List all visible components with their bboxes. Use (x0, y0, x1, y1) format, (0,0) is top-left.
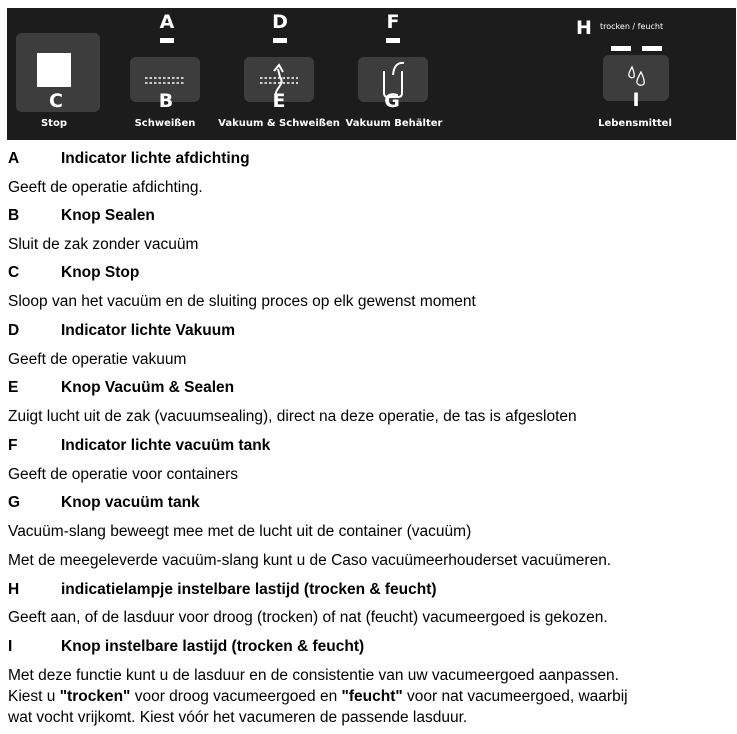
indicator-light-f (386, 38, 400, 43)
indicator-letter-d: D (272, 11, 288, 33)
button-letter-e: E (272, 90, 286, 112)
button-letter-g: G (384, 90, 400, 112)
section-text-e: Zuigt lucht uit de zak (vacuumsealing), direct na deze operatie, de tas is afgesloten (8, 408, 577, 425)
section-text-f: Geeft de operatie voor containers (8, 466, 239, 483)
section-text-d: Geeft de operatie vakuum (8, 351, 187, 368)
section-text-c: Sloop van het vacuüm en de sluiting proces op elk gewenst moment (8, 293, 476, 310)
indicator-h-sublabel: trocken / feucht (600, 22, 664, 31)
stop-label: Stop (40, 118, 67, 129)
section-text-a: Geeft de operatie afdichting. (8, 179, 203, 196)
indicator-light-a (160, 38, 174, 43)
indicator-light-d (273, 38, 287, 43)
schweissen-label: Schweißen (134, 118, 196, 129)
indicator-letter-a: A (159, 11, 175, 33)
indicator-letter-h: H (576, 17, 592, 39)
section-text-i-3: wat vocht vrijkomt. Kiest vóór het vacumeren de passende lasduur. (8, 709, 468, 726)
indicator-light-feucht (642, 46, 662, 51)
section-text-g-1: Vacuüm-slang beweegt mee met de lucht uit de container (vacuüm) (8, 523, 472, 540)
section-text-i-2: Kiest u "trocken" voor droog vacumeergoed en "feucht" voor nat vacumeergoed, waarbij (8, 688, 628, 705)
button-letter-c: C (49, 90, 63, 112)
indicator-light-trocken (611, 46, 631, 51)
lebensmittel-label: Lebensmittel (598, 118, 672, 129)
section-text-h: Geeft aan, of de lasduur voor droog (trocken) of nat (feucht) vacumeergoed is gekozen. (8, 609, 608, 626)
vakuum-schweissen-label: Vakuum & Schweißen (218, 118, 340, 129)
stop-square-icon (37, 53, 71, 87)
vakuum-behaelter-label: Vakuum Behälter (345, 118, 443, 129)
section-text-b: Sluit de zak zonder vacuüm (8, 236, 199, 253)
section-text-g-2: Met de meegeleverde vacuüm-slang kunt u de Caso vacuümeerhouderset vacuümeren. (8, 552, 612, 569)
button-letter-b: B (158, 90, 174, 112)
section-text-i-1: Met deze functie kunt u de lasduur en de consistentie van uw vacumeergoed aanpassen. (8, 667, 619, 684)
button-letter-i: I (632, 89, 640, 111)
control-panel-image (7, 8, 736, 140)
indicator-letter-f: F (386, 11, 400, 33)
